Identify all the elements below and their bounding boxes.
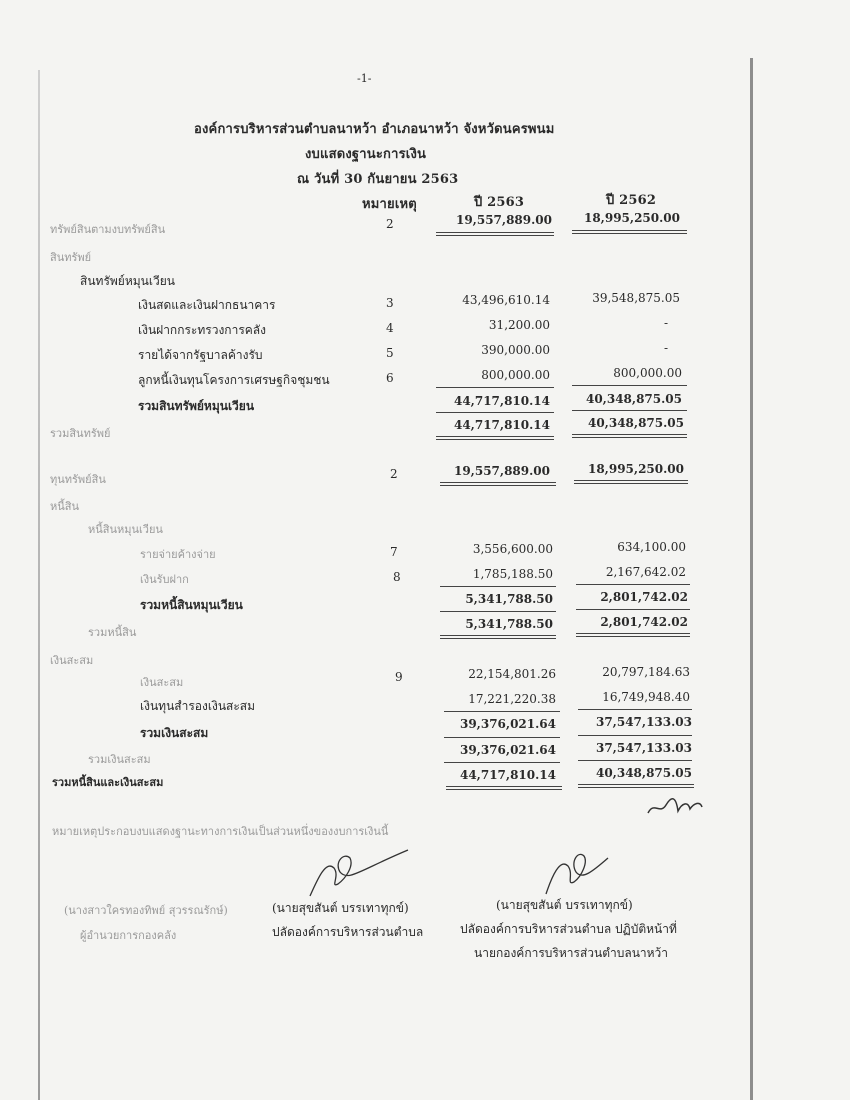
row-value-2562: 18,995,250.00 bbox=[587, 462, 684, 476]
single-rule bbox=[436, 387, 554, 388]
double-rule bbox=[576, 633, 690, 637]
row-value-2562: 40,348,875.05 bbox=[585, 392, 682, 406]
row-note: 9 bbox=[395, 670, 403, 684]
page-number: -1- bbox=[357, 72, 372, 85]
row-value-2562: 40,348,875.05 bbox=[587, 416, 684, 430]
row-value-2563: 390,000.00 bbox=[481, 343, 550, 357]
signature-title: ปลัดองค์การบริหารส่วนตำบล bbox=[272, 925, 424, 939]
row-value-2562: 800,000.00 bbox=[613, 366, 682, 380]
initials-signature bbox=[644, 793, 706, 821]
org-title: องค์การบริหารส่วนตำบลนาหว้า อำเภอนาหว้า จังหวัดนครพนม bbox=[194, 122, 555, 137]
row-value-2563: 44,717,810.14 bbox=[453, 394, 550, 408]
row-label: ทรัพย์สินตามงบทรัพย์สิน bbox=[50, 223, 166, 236]
row-value-2562: - bbox=[663, 316, 668, 330]
row-value-2563: 39,376,021.64 bbox=[459, 743, 556, 757]
row-value-2563: 19,557,889.00 bbox=[455, 213, 552, 227]
page-edge-left bbox=[38, 70, 40, 1100]
row-value-2562: 37,547,133.03 bbox=[595, 741, 692, 755]
single-rule bbox=[572, 385, 687, 386]
signature-name: (นายสุขสันต์ บรรเทาทุกข์) bbox=[272, 901, 409, 915]
row-label: เงินรับฝาก bbox=[140, 573, 189, 586]
row-value-2563: 17,221,220.38 bbox=[468, 692, 556, 706]
single-rule bbox=[572, 410, 687, 411]
row-label: หนี้สิน bbox=[50, 500, 80, 513]
signature-title: ปลัดองค์การบริหารส่วนตำบล ปฏิบัติหน้าที่ bbox=[460, 922, 677, 936]
signature-mark bbox=[300, 848, 410, 900]
signature-name: (นายสุขสันต์ บรรเทาทุกข์) bbox=[496, 898, 633, 912]
row-label: รายจ่ายค้างจ่าย bbox=[140, 548, 216, 561]
row-label: เงินสะสม bbox=[140, 676, 184, 689]
row-label: รวมหนี้สิน bbox=[88, 626, 137, 639]
double-rule bbox=[446, 786, 562, 790]
single-rule bbox=[576, 584, 690, 585]
double-rule bbox=[578, 784, 694, 788]
double-rule bbox=[436, 436, 554, 440]
row-note: 2 bbox=[386, 217, 394, 231]
row-value-2562: - bbox=[663, 341, 668, 355]
row-value-2563: 1,785,188.50 bbox=[472, 567, 553, 581]
signature-name: (นางสาวใครทองทิพย์ สุวรรณรักษ์) bbox=[64, 904, 228, 917]
row-value-2563: 19,557,889.00 bbox=[453, 464, 550, 478]
single-rule bbox=[578, 709, 692, 710]
row-value-2562: 2,801,742.02 bbox=[600, 615, 688, 629]
row-value-2562: 39,548,875.05 bbox=[592, 291, 680, 305]
row-note: 2 bbox=[390, 467, 398, 481]
single-rule bbox=[440, 586, 556, 587]
row-value-2562: 634,100.00 bbox=[617, 540, 686, 554]
single-rule bbox=[578, 735, 692, 736]
double-rule bbox=[574, 480, 688, 484]
row-note: 4 bbox=[386, 321, 394, 335]
single-rule bbox=[444, 762, 560, 763]
row-value-2562: 18,995,250.00 bbox=[583, 211, 680, 225]
double-rule bbox=[436, 232, 554, 236]
row-note: 6 bbox=[386, 371, 394, 385]
row-value-2563: 44,717,810.14 bbox=[459, 768, 556, 782]
row-label: สินทรัพย์ bbox=[50, 251, 92, 264]
row-value-2562: 2,167,642.02 bbox=[605, 565, 686, 579]
signature-title-2: นายกองค์การบริหารส่วนตำบลนาหว้า bbox=[474, 946, 669, 960]
double-rule bbox=[572, 434, 687, 438]
row-note: 8 bbox=[393, 570, 401, 584]
row-label: รวมหนี้สินหมุนเวียน bbox=[140, 598, 243, 612]
row-label: เงินสะสม bbox=[50, 654, 94, 667]
page-edge-right bbox=[750, 58, 753, 1100]
row-value-2563: 22,154,801.26 bbox=[468, 667, 556, 681]
col-note: หมายเหตุ bbox=[362, 197, 417, 212]
row-label: เงินสดและเงินฝากธนาคาร bbox=[138, 298, 276, 312]
row-value-2563: 31,200.00 bbox=[488, 318, 550, 332]
row-value-2562: 20,797,184.63 bbox=[602, 665, 690, 679]
row-label: ทุนทรัพย์สิน bbox=[50, 473, 106, 486]
double-rule bbox=[572, 230, 687, 234]
double-rule bbox=[440, 482, 556, 486]
row-label: ลูกหนี้เงินทุนโครงการเศรษฐกิจชุมชน bbox=[138, 373, 330, 387]
row-value-2563: 5,341,788.50 bbox=[465, 592, 553, 606]
row-label: รวมสินทรัพย์หมุนเวียน bbox=[138, 399, 255, 413]
row-value-2563: 800,000.00 bbox=[481, 368, 550, 382]
row-value-2563: 3,556,600.00 bbox=[472, 542, 553, 556]
row-label: รวมหนี้สินและเงินสะสม bbox=[52, 776, 164, 789]
row-value-2563: 43,496,610.14 bbox=[462, 293, 550, 307]
single-rule bbox=[578, 760, 692, 761]
single-rule bbox=[440, 611, 556, 612]
row-value-2563: 39,376,021.64 bbox=[459, 717, 556, 731]
row-note: 5 bbox=[386, 346, 394, 360]
row-value-2562: 16,749,948.40 bbox=[602, 690, 690, 704]
row-value-2563: 44,717,810.14 bbox=[453, 418, 550, 432]
col-2562: ปี 2562 bbox=[606, 193, 657, 208]
row-label: เงินฝากกระทรวงการคลัง bbox=[138, 323, 266, 337]
footnote: หมายเหตุประกอบงบแสดงฐานะทางการเงินเป็นส่วนหนึ่งของงบการเงินนี้ bbox=[52, 825, 389, 838]
double-rule bbox=[440, 635, 556, 639]
row-label: รวมเงินสะสม bbox=[140, 726, 209, 740]
row-value-2562: 37,547,133.03 bbox=[595, 715, 692, 729]
row-label: สินทรัพย์หมุนเวียน bbox=[80, 274, 175, 288]
row-label: เงินทุนสำรองเงินสะสม bbox=[140, 699, 256, 713]
row-note: 3 bbox=[386, 296, 394, 310]
row-value-2563: 5,341,788.50 bbox=[465, 617, 553, 631]
signature-title: ผู้อำนวยการกองคลัง bbox=[80, 929, 177, 942]
row-note: 7 bbox=[390, 545, 398, 559]
single-rule bbox=[436, 412, 554, 413]
row-label: รวมสินทรัพย์ bbox=[50, 427, 111, 440]
row-value-2562: 2,801,742.02 bbox=[600, 590, 688, 604]
signature-mark bbox=[540, 848, 610, 898]
statement-title: งบแสดงฐานะการเงิน bbox=[305, 147, 427, 162]
row-label: หนี้สินหมุนเวียน bbox=[88, 523, 163, 536]
statement-date: ณ วันที่ 30 กันยายน 2563 bbox=[297, 172, 459, 187]
single-rule bbox=[444, 711, 560, 712]
single-rule bbox=[444, 737, 560, 738]
col-2563: ปี 2563 bbox=[474, 195, 525, 210]
row-label: รายได้จากรัฐบาลค้างรับ bbox=[138, 348, 263, 362]
row-label: รวมเงินสะสม bbox=[88, 753, 151, 766]
single-rule bbox=[576, 609, 690, 610]
row-value-2562: 40,348,875.05 bbox=[595, 766, 692, 780]
